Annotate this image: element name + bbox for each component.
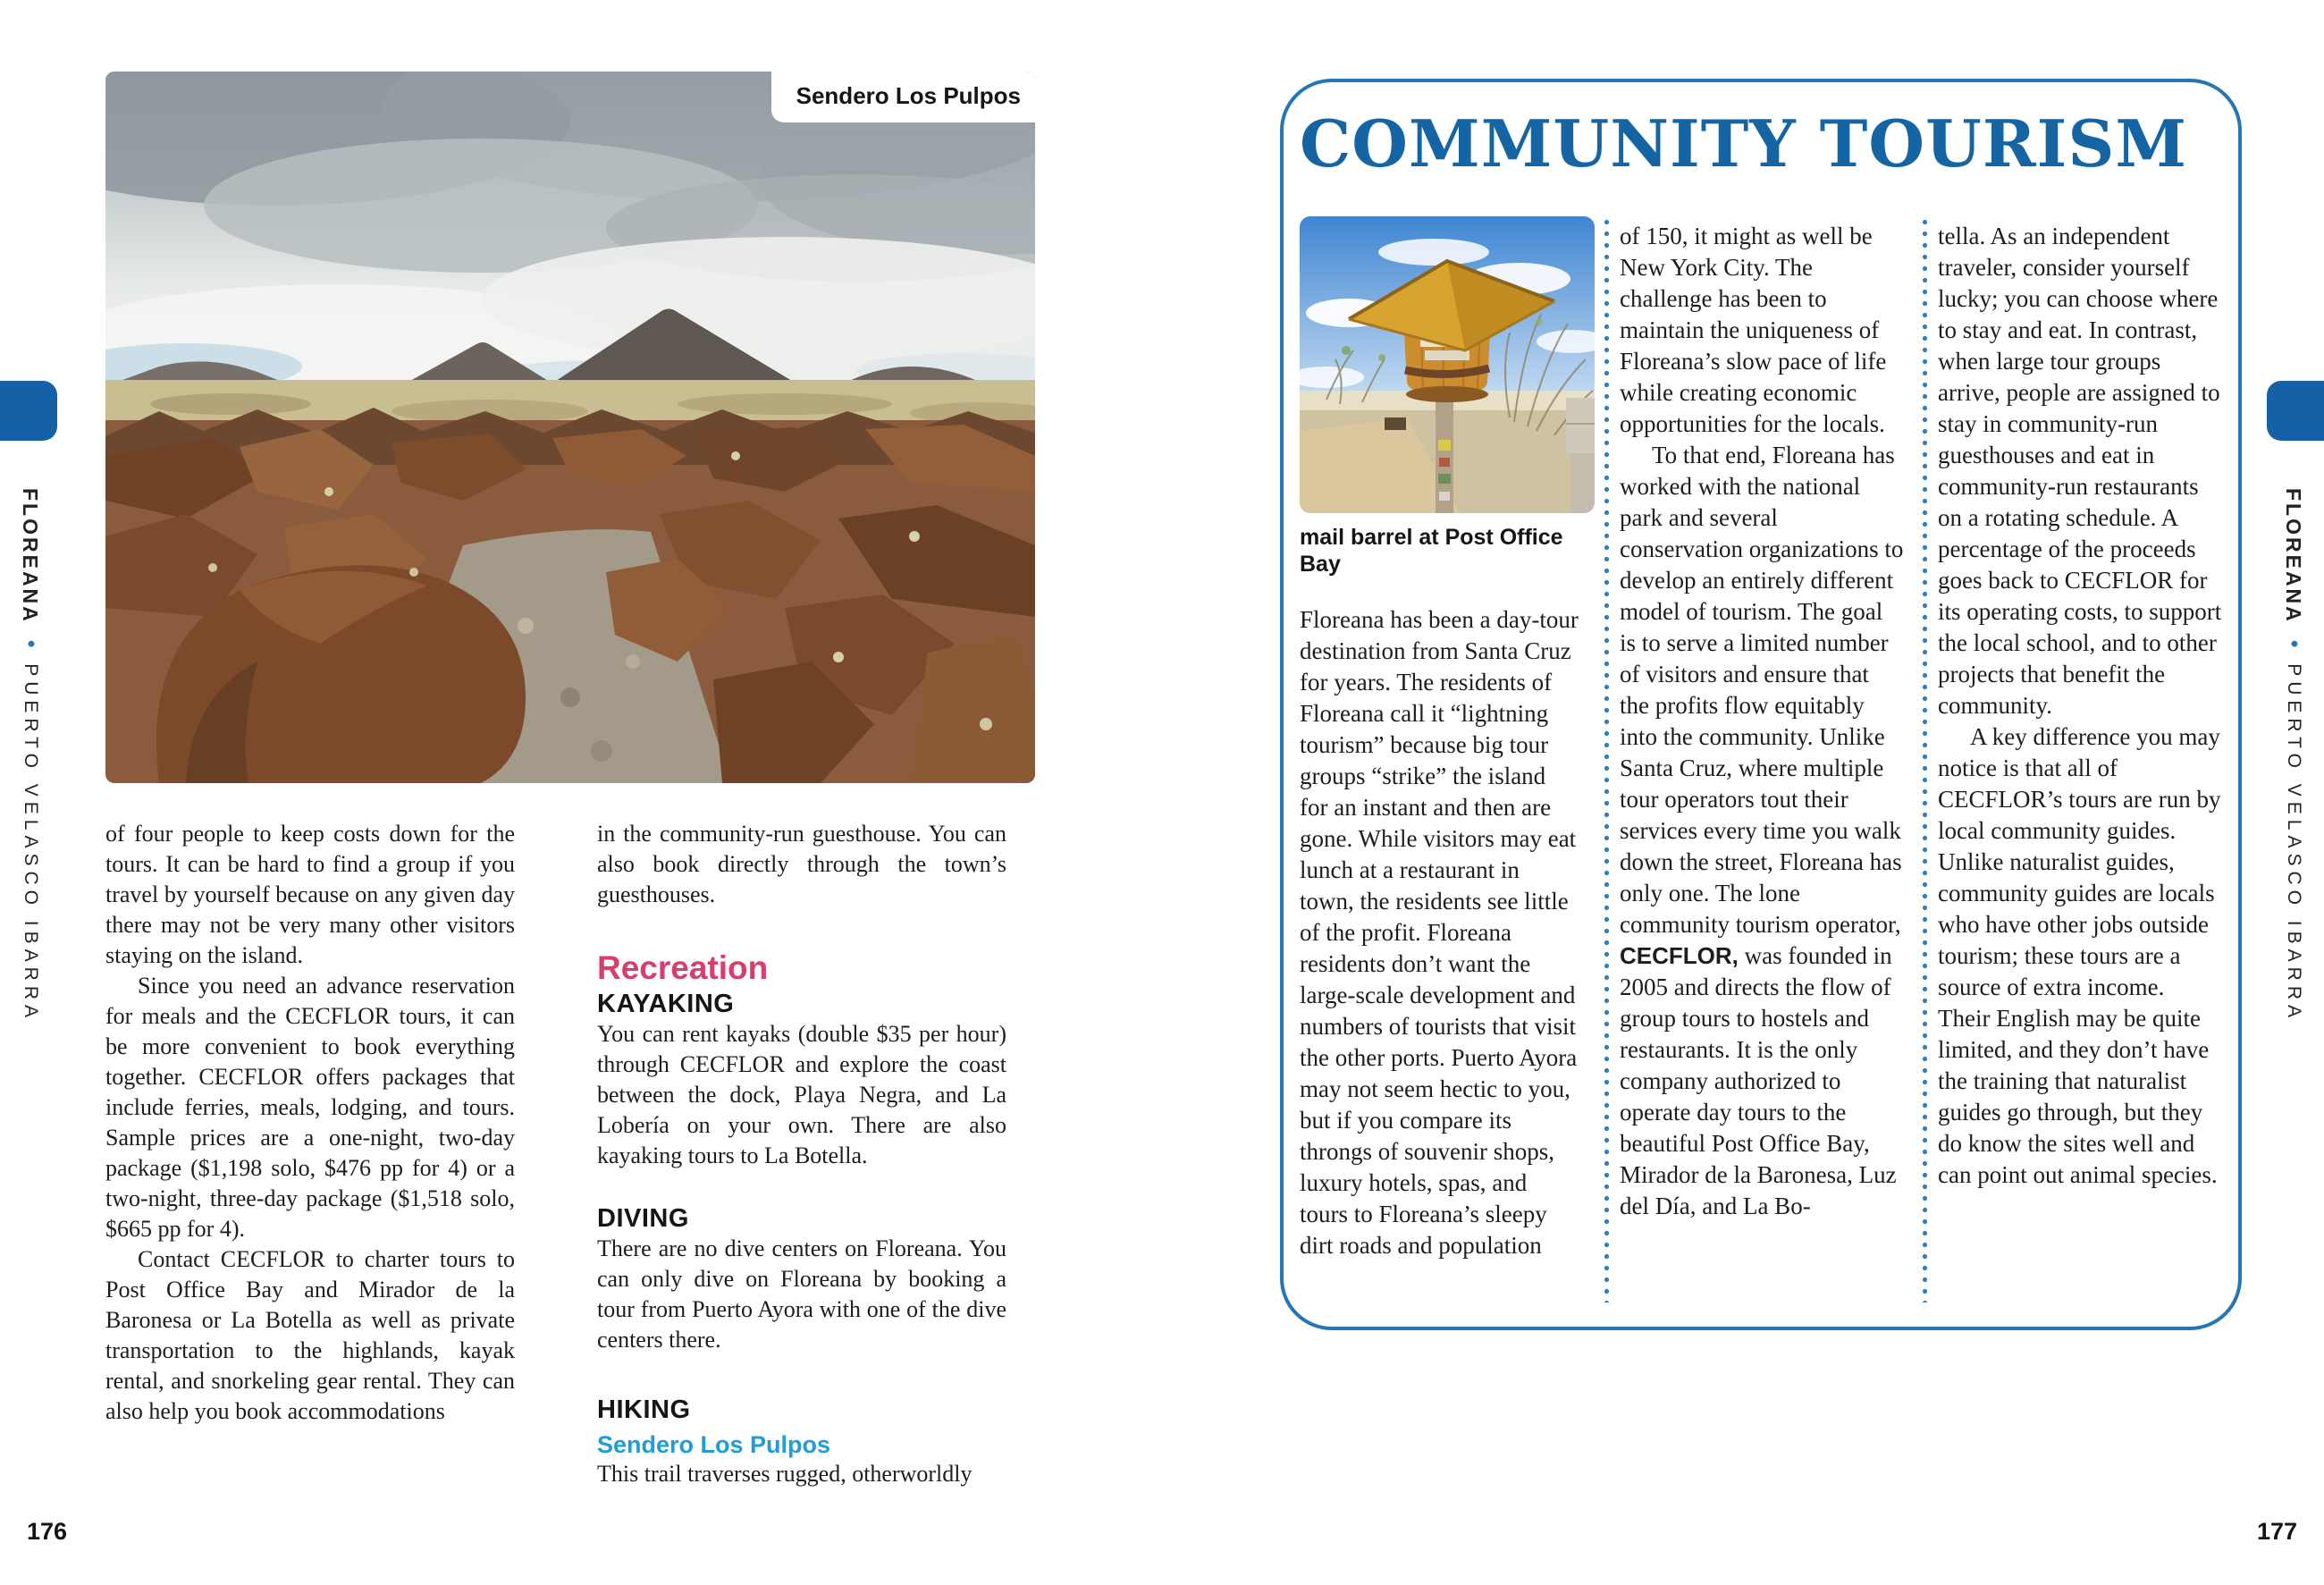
operator-name-bold: CECFLOR, xyxy=(1620,942,1739,969)
trail-photo xyxy=(105,72,1035,783)
page-number-right: 177 xyxy=(2256,1518,2297,1545)
kayaking-heading: KAYAKING xyxy=(597,990,735,1018)
box-column-1 xyxy=(1300,216,1584,1261)
mail-barrel-photo xyxy=(1300,216,1595,513)
chapter-name: FLOREANA xyxy=(2282,488,2305,624)
mail-barrel-illustration xyxy=(1300,216,1595,513)
chapter-name: FLOREANA xyxy=(19,488,42,624)
chapter-tab-marker-left xyxy=(0,381,57,441)
diving-heading: DIVING xyxy=(597,1204,689,1233)
paragraph: Since you need an advance reservation for meals and the CECFLOR tours, it can be more convenient to book everything together. CECFLOR offers packages that include ferries, meals, lodging, and tours. Sample prices are a one-night, two-day package ($1,198 solo, $476 pp for 4) or a two-night, three-day package ($1,518 solo, $665 pp for 4). xyxy=(105,973,515,1242)
dotted-column-divider xyxy=(1923,216,1927,1303)
box-column-3 xyxy=(1938,216,2222,1191)
paragraph: of four people to keep costs down for the tours. It can be hard to find a group if you travel by yourself because on any given day there may not be very many other visitors staying on the island. xyxy=(105,821,515,968)
paragraph-text: was founded in 2005 and directs the flow of group tours to hostels and restaurants. It is the only company authorized to operate day tours to the beautiful Post Office Bay, Mirador de la Baronesa, Luz del Día, and La Bo- xyxy=(1620,942,1897,1219)
left-page-column-1 xyxy=(105,819,515,1427)
recreation-section-heading: Recreation xyxy=(597,949,769,986)
bullet-separator-icon: • xyxy=(2282,639,2306,648)
trail-name-subheading: Sendero Los Pulpos xyxy=(597,1431,831,1458)
paragraph-text: To that end, Floreana has worked with the national park and several conservation organizations to develop an entirely different model of tourism. The goal is to serve a limited number of visitors and ensure that the profits flow equitably into the community. Unlike Santa Cruz, where multiple tour operators tout their services every time you walk down the street, Floreana has only one. The lone community tourism operator, xyxy=(1620,442,1904,938)
section-name: PUERTO VELASCO IBARRA xyxy=(21,663,41,1023)
paragraph: Floreana has been a day-tour destination from Santa Cruz for years. The residents of Floreana call it “lightning tourism” because big tour groups “strike” the island for an instant and then are gone. While visitors may eat lunch at a restaurant in town, the residents see little of the profit. Floreana residents don’t want the large-scale development and numbers of tourists that visit the other ports. Puerto Ayora may not seem hectic to you, but if you compare its throngs of souvenir shops, luxury hotels, spas, and tours to Floreana’s sleepy dirt roads and population xyxy=(1300,606,1579,1259)
chapter-tab-marker-right xyxy=(2267,381,2324,441)
box-column-2 xyxy=(1620,216,1904,1222)
paragraph: There are no dive centers on Floreana. You can only dive on Floreana by booking a tour from Puerto Ayora with one of the dive centers there. xyxy=(597,1235,1006,1353)
section-name: PUERTO VELASCO IBARRA xyxy=(2284,663,2304,1023)
box-column-1-text xyxy=(1300,604,1579,1261)
bullet-separator-icon: • xyxy=(19,639,43,648)
paragraph xyxy=(1620,440,1904,1222)
sidebar-box-title: COMMUNITY TOURISM xyxy=(1300,105,2188,181)
community-tourism-sidebar-box xyxy=(1280,79,2242,1330)
dotted-column-divider xyxy=(1604,216,1609,1303)
photo-caption: mail barrel at Post Office Bay xyxy=(1300,525,1563,577)
paragraph: This trail traverses rugged, otherworldly xyxy=(597,1461,973,1487)
paragraph: in the community-run guesthouse. You can also book directly through the town’s guesthouses. xyxy=(597,821,1006,907)
paragraph: of 150, it might as well be New York City. The challenge has been to maintain the uniqueness of Floreana’s slow pace of life while creating economic opportunities for the locals. xyxy=(1620,223,1887,437)
paragraph: tella. As an independent traveler, consider yourself lucky; you can choose where to stay and eat. In contrast, when large tour groups arrive, people are assigned to stay in community-run guesthouses and eat in community-run restaurants on a rotating schedule. A percentage of the proceeds goes back to CECFLOR for its operating costs, to support the local school, and to other projects that benefit the community. xyxy=(1938,223,2222,719)
sidebar-chapter-label-right xyxy=(2269,488,2319,1489)
paragraph: A key difference you may notice is that all of CECFLOR’s tours are run by local community guides. Unlike naturalist guides, community guides are locals who have other jobs outside tourism; these tours are a source of extra income. Their English may be quite limited, and they don’t have the training that naturalist guides go through, but they do know the sites well and can point out animal species. xyxy=(1938,723,2221,1188)
paragraph: You can rent kayaks (double $35 per hour) through CECFLOR and explore the coast between the dock, Playa Negra, and La Lobería on your own. There are also kayaking tours to La Botella. xyxy=(597,1021,1006,1168)
photo-caption-label: Sendero Los Pulpos xyxy=(771,72,1035,122)
lava-landscape-illustration xyxy=(105,72,1035,783)
paragraph: Contact CECFLOR to charter tours to Post Office Bay and Mirador de la Baronesa or La Botella as well as private transportation to the highlands, kayak rental, and snorkeling gear rental. They can also help you book accommodations xyxy=(105,1246,515,1424)
page-number-left: 176 xyxy=(27,1518,68,1545)
sidebar-chapter-label-left xyxy=(5,488,55,1489)
left-page-column-2 xyxy=(597,819,1006,1489)
hiking-heading: HIKING xyxy=(597,1395,691,1424)
